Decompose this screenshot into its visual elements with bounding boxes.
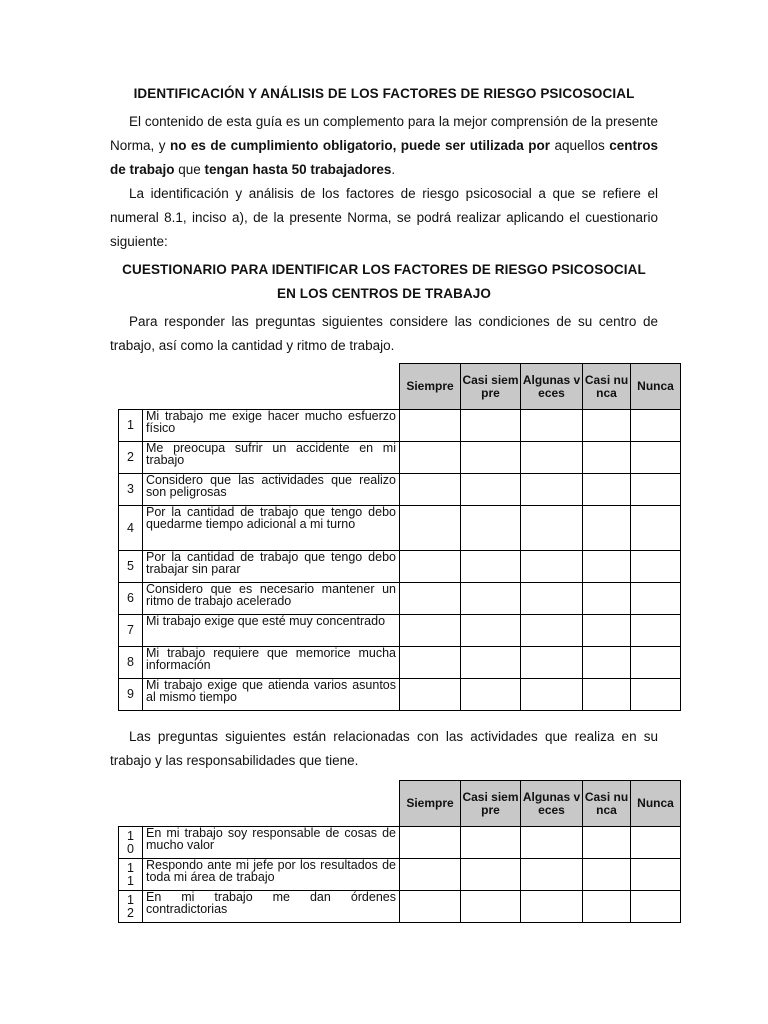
question-text: Mi trabajo exige que atienda varios asuntos al mismo tiempo — [143, 679, 400, 711]
questionnaire-table-2 — [118, 780, 681, 923]
intro-bold-f: tengan hasta 50 trabajadores — [204, 162, 392, 177]
answer-cell[interactable] — [461, 647, 521, 679]
question-row — [119, 859, 681, 891]
answer-cell[interactable] — [583, 474, 631, 506]
answer-cell[interactable] — [521, 506, 583, 551]
answer-cell[interactable] — [583, 410, 631, 442]
question-number: 4 — [119, 506, 143, 551]
answer-cell[interactable] — [583, 615, 631, 647]
answer-cell[interactable] — [631, 551, 681, 583]
intro-text-e: que — [174, 162, 205, 177]
question-row — [119, 442, 681, 474]
intro-bold-b: no es de cumplimiento obligatorio, puede ser utilizada por — [169, 138, 550, 153]
question-text: Respondo ante mi jefe por los resultados de toda mi área de trabajo — [143, 859, 400, 891]
answer-cell[interactable] — [461, 474, 521, 506]
question-number: 5 — [119, 551, 143, 583]
question-row — [119, 679, 681, 711]
question-text: Mi trabajo exige que esté muy concentrado — [143, 615, 400, 647]
question-row — [119, 474, 681, 506]
answer-cell[interactable] — [631, 647, 681, 679]
answer-cell[interactable] — [583, 583, 631, 615]
instructions-paragraph: Para responder las preguntas siguientes considere las condiciones de su centro de trabajo, así como la cantidad y ritmo de trabajo. — [110, 314, 658, 353]
question-number: 1 — [119, 410, 143, 442]
question-number: 11 — [119, 859, 143, 891]
question-number: 6 — [119, 583, 143, 615]
column-header: Algunas veces — [521, 781, 583, 827]
answer-cell[interactable] — [461, 506, 521, 551]
question-row — [119, 891, 681, 923]
answer-cell[interactable] — [400, 647, 461, 679]
answer-cell[interactable] — [521, 615, 583, 647]
answer-cell[interactable] — [461, 442, 521, 474]
main-heading: IDENTIFICACIÓN Y ANÁLISIS DE LOS FACTORES DE RIESGO PSICOSOCIAL — [133, 86, 635, 101]
question-number: 2 — [119, 442, 143, 474]
answer-cell[interactable] — [400, 679, 461, 711]
answer-cell[interactable] — [583, 891, 631, 923]
question-row — [119, 615, 681, 647]
answer-cell[interactable] — [521, 442, 583, 474]
answer-cell[interactable] — [400, 551, 461, 583]
question-text: Por la cantidad de trabajo que tengo debo quedarme tiempo adicional a mi turno — [143, 506, 400, 551]
questionnaire-heading-line1: CUESTIONARIO PARA IDENTIFICAR LOS FACTORES DE RIESGO PSICOSOCIAL — [122, 262, 646, 277]
question-text: Mi trabajo requiere que memorice mucha información — [143, 647, 400, 679]
section2-intro-paragraph: Las preguntas siguientes están relacionadas con las actividades que realiza en su trabajo y las responsabilidades que tiene. — [110, 729, 658, 768]
question-row — [119, 410, 681, 442]
answer-cell[interactable] — [631, 474, 681, 506]
answer-cell[interactable] — [521, 891, 583, 923]
intro-paragraph-1 — [110, 110, 658, 182]
answer-cell[interactable] — [461, 891, 521, 923]
question-text: Considero que es necesario mantener un ritmo de trabajo acelerado — [143, 583, 400, 615]
column-header: Siempre — [400, 364, 461, 410]
question-text: En mi trabajo me dan órdenes contradictorias — [143, 891, 400, 923]
answer-cell[interactable] — [400, 474, 461, 506]
intro-text-g: . — [391, 162, 396, 177]
answer-cell[interactable] — [583, 827, 631, 859]
answer-cell[interactable] — [521, 474, 583, 506]
answer-cell[interactable] — [521, 647, 583, 679]
intro-text-c: aquellos — [550, 138, 610, 153]
questionnaire-heading-line2: EN LOS CENTROS DE TRABAJO — [276, 286, 492, 301]
answer-cell[interactable] — [583, 647, 631, 679]
intro-bold-d: centros de trabajo — [110, 138, 659, 177]
answer-cell[interactable] — [583, 506, 631, 551]
answer-cell[interactable] — [461, 410, 521, 442]
answer-cell[interactable] — [521, 827, 583, 859]
question-text: Mi trabajo me exige hacer mucho esfuerzo físico — [143, 410, 400, 442]
answer-cell[interactable] — [583, 679, 631, 711]
answer-cell[interactable] — [631, 615, 681, 647]
answer-cell[interactable] — [400, 859, 461, 891]
column-header: Casi siempre — [461, 364, 521, 410]
answer-cell[interactable] — [461, 859, 521, 891]
column-header: Siempre — [400, 781, 461, 827]
answer-cell[interactable] — [631, 442, 681, 474]
answer-cell[interactable] — [631, 859, 681, 891]
answer-cell[interactable] — [583, 551, 631, 583]
column-header: Nunca — [631, 781, 681, 827]
question-text: Me preocupa sufrir un accidente en mi trabajo — [143, 442, 400, 474]
questionnaire-table-1 — [118, 363, 681, 711]
answer-cell[interactable] — [631, 891, 681, 923]
header-empty-cell — [119, 364, 400, 410]
question-text: En mi trabajo soy responsable de cosas de mucho valor — [143, 827, 400, 859]
answer-cell[interactable] — [631, 827, 681, 859]
column-header: Algunas veces — [521, 364, 583, 410]
intro-text-a: El contenido de esta guía es un complemento para la mejor comprensión de la presente Norma, y — [110, 114, 658, 153]
question-row — [119, 583, 681, 615]
intro-paragraph-2: La identificación y análisis de los factores de riesgo psicosocial a que se refiere el numeral 8.1, inciso a), de la presente Norma, se podrá realizar aplicando el cuestionario siguiente: — [110, 186, 658, 249]
question-text: Considero que las actividades que realizo son peligrosas — [143, 474, 400, 506]
header-empty-cell — [119, 781, 400, 827]
question-row — [119, 551, 681, 583]
answer-cell[interactable] — [521, 859, 583, 891]
answer-cell[interactable] — [461, 679, 521, 711]
answer-cell[interactable] — [461, 583, 521, 615]
answer-cell[interactable] — [400, 506, 461, 551]
question-number: 12 — [119, 891, 143, 923]
answer-cell[interactable] — [521, 583, 583, 615]
answer-cell[interactable] — [461, 615, 521, 647]
answer-cell[interactable] — [461, 827, 521, 859]
question-number: 3 — [119, 474, 143, 506]
question-number: 9 — [119, 679, 143, 711]
answer-cell[interactable] — [400, 891, 461, 923]
answer-cell[interactable] — [400, 615, 461, 647]
answer-cell[interactable] — [521, 410, 583, 442]
question-row — [119, 827, 681, 859]
question-row — [119, 647, 681, 679]
column-header: Casi siempre — [461, 781, 521, 827]
answer-cell[interactable] — [521, 551, 583, 583]
answer-cell[interactable] — [631, 410, 681, 442]
column-header: Casi nunca — [583, 364, 631, 410]
question-number: 10 — [119, 827, 143, 859]
question-row — [119, 506, 681, 551]
column-header: Nunca — [631, 364, 681, 410]
question-number: 8 — [119, 647, 143, 679]
question-text: Por la cantidad de trabajo que tengo debo trabajar sin parar — [143, 551, 400, 583]
answer-cell[interactable] — [461, 551, 521, 583]
column-header: Casi nunca — [583, 781, 631, 827]
answer-cell[interactable] — [631, 583, 681, 615]
answer-cell[interactable] — [400, 583, 461, 615]
answer-cell[interactable] — [631, 506, 681, 551]
answer-cell[interactable] — [521, 679, 583, 711]
answer-cell[interactable] — [583, 859, 631, 891]
answer-cell[interactable] — [631, 679, 681, 711]
answer-cell[interactable] — [400, 442, 461, 474]
answer-cell[interactable] — [583, 442, 631, 474]
question-number: 7 — [119, 615, 143, 647]
answer-cell[interactable] — [400, 410, 461, 442]
answer-cell[interactable] — [400, 827, 461, 859]
